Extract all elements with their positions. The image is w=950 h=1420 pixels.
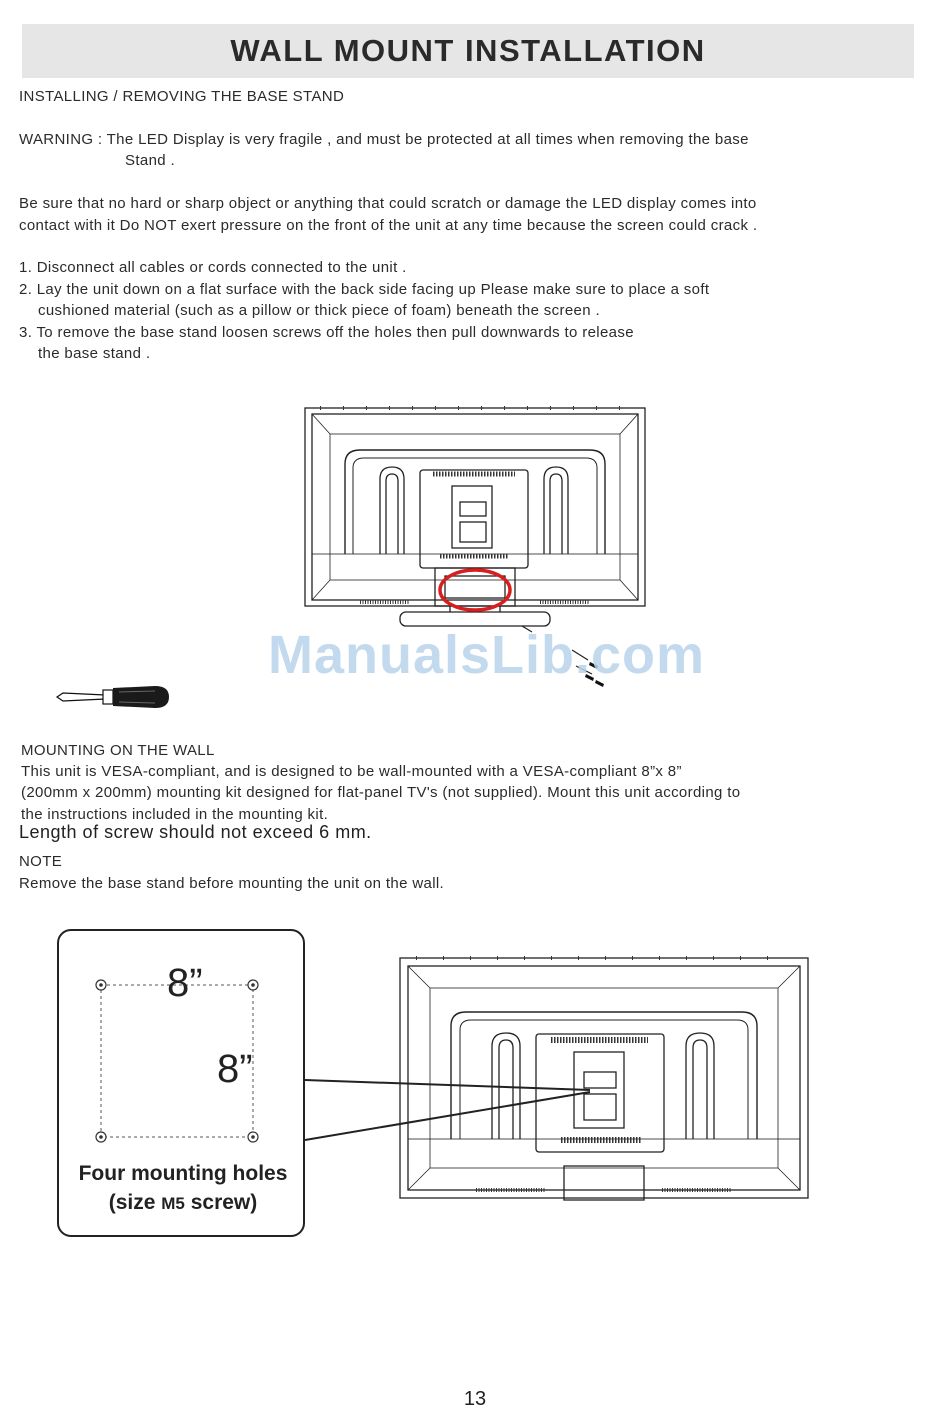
- tv-wall-mount-illustration: [396, 954, 812, 1204]
- title-bar: [22, 24, 914, 78]
- wall-mount-line-1: This unit is VESA-compliant, and is designed to be wall-mounted with a VESA-compliant 8”x 8”: [21, 763, 682, 780]
- wall-mount-line-2: (200mm x 200mm) mounting kit designed for flat-panel TV's (not supplied). Mount this unit according to: [21, 784, 741, 801]
- page-number: 13: [463, 1388, 487, 1410]
- note-text: Remove the base stand before mounting the unit on the wall.: [19, 875, 445, 892]
- caption-prefix: (size: [108, 1191, 162, 1214]
- screwdriver-icon: [55, 684, 173, 710]
- section-heading-base-stand: INSTALLING / REMOVING THE BASE STAND: [19, 88, 345, 105]
- section-heading-wall-mount: MOUNTING ON THE WALL: [21, 742, 215, 759]
- screw-length-note: Length of screw should not exceed 6 mm.: [19, 822, 372, 842]
- caution-line-2: contact with it Do NOT exert pressure on the front of the unit at any time because the screen could crack .: [19, 217, 758, 234]
- callout-caption: [59, 1159, 307, 1218]
- wall-mount-line-3: the instructions included in the mounting kit.: [21, 806, 329, 823]
- mounting-holes-callout: [57, 929, 305, 1237]
- caption-line-1: Four mounting holes: [78, 1162, 288, 1185]
- watermark: ManualsLib.com: [268, 625, 706, 685]
- warning-line-1: WARNING : The LED Display is very fragile , and must be protected at all times when removing the base: [19, 131, 749, 148]
- dimension-vertical: 8”: [217, 1047, 253, 1091]
- warning-line-2: Stand .: [125, 152, 175, 169]
- step-2: 2. Lay the unit down on a flat surface with the back side facing up Please make sure to place a soft: [19, 281, 710, 298]
- caption-suffix: screw): [184, 1191, 258, 1214]
- step-1: 1. Disconnect all cables or cords connected to the unit .: [19, 259, 407, 276]
- screw-size: M5: [161, 1194, 185, 1213]
- page-title: WALL MOUNT INSTALLATION: [230, 33, 706, 68]
- dimension-horizontal: 8”: [167, 961, 203, 1005]
- step-3-continued: the base stand .: [38, 345, 151, 362]
- step-3: 3. To remove the base stand loosen screws off the holes then pull downwards to release: [19, 324, 634, 341]
- note-heading: NOTE: [19, 853, 63, 870]
- caption-line-2: [59, 1188, 307, 1218]
- step-2-continued: cushioned material (such as a pillow or thick piece of foam) beneath the screen .: [38, 302, 600, 319]
- caution-line-1: Be sure that no hard or sharp object or anything that could scratch or damage the LED display comes into: [19, 195, 757, 212]
